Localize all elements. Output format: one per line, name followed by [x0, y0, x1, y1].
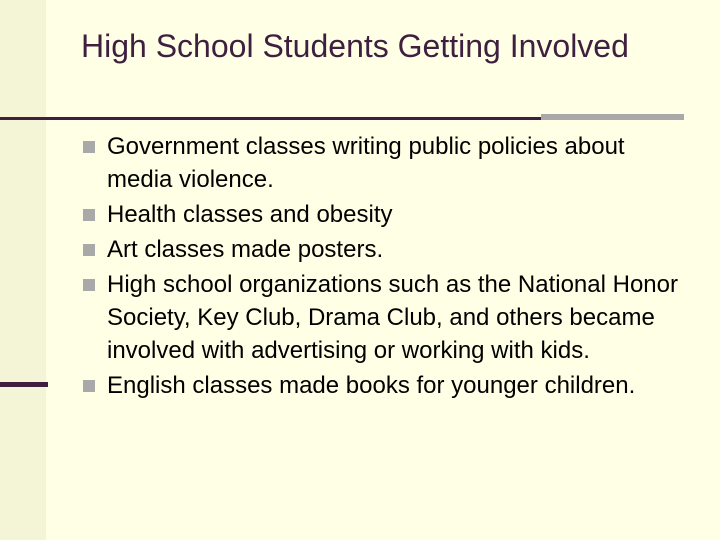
- bullet-list: [82, 130, 682, 404]
- bullet-item: [82, 198, 682, 231]
- square-bullet-icon: [83, 380, 95, 392]
- left-margin-band: [0, 0, 46, 540]
- bullet-text: Government classes writing public policies about media violence.: [107, 133, 625, 193]
- title-divider-accent: [541, 114, 684, 120]
- square-bullet-icon: [83, 279, 95, 291]
- slide-title: High School Students Getting Involved: [81, 28, 629, 64]
- title-divider: [0, 117, 612, 120]
- bullet-text: Art classes made posters.: [107, 236, 384, 263]
- bullet-item: [82, 369, 682, 402]
- bullet-text: English classes made books for younger children.: [107, 372, 636, 399]
- bullet-text: Health classes and obesity: [107, 201, 393, 228]
- bullet-item: [82, 130, 682, 196]
- bullet-item: [82, 268, 682, 367]
- bullet-item: [82, 233, 682, 266]
- square-bullet-icon: [83, 141, 95, 153]
- square-bullet-icon: [83, 209, 95, 221]
- square-bullet-icon: [83, 244, 95, 256]
- bullet-text: High school organizations such as the National Honor Society, Key Club, Drama Club, and others became involved with advertising or working with kids.: [107, 271, 678, 364]
- left-accent-bar: [0, 382, 48, 387]
